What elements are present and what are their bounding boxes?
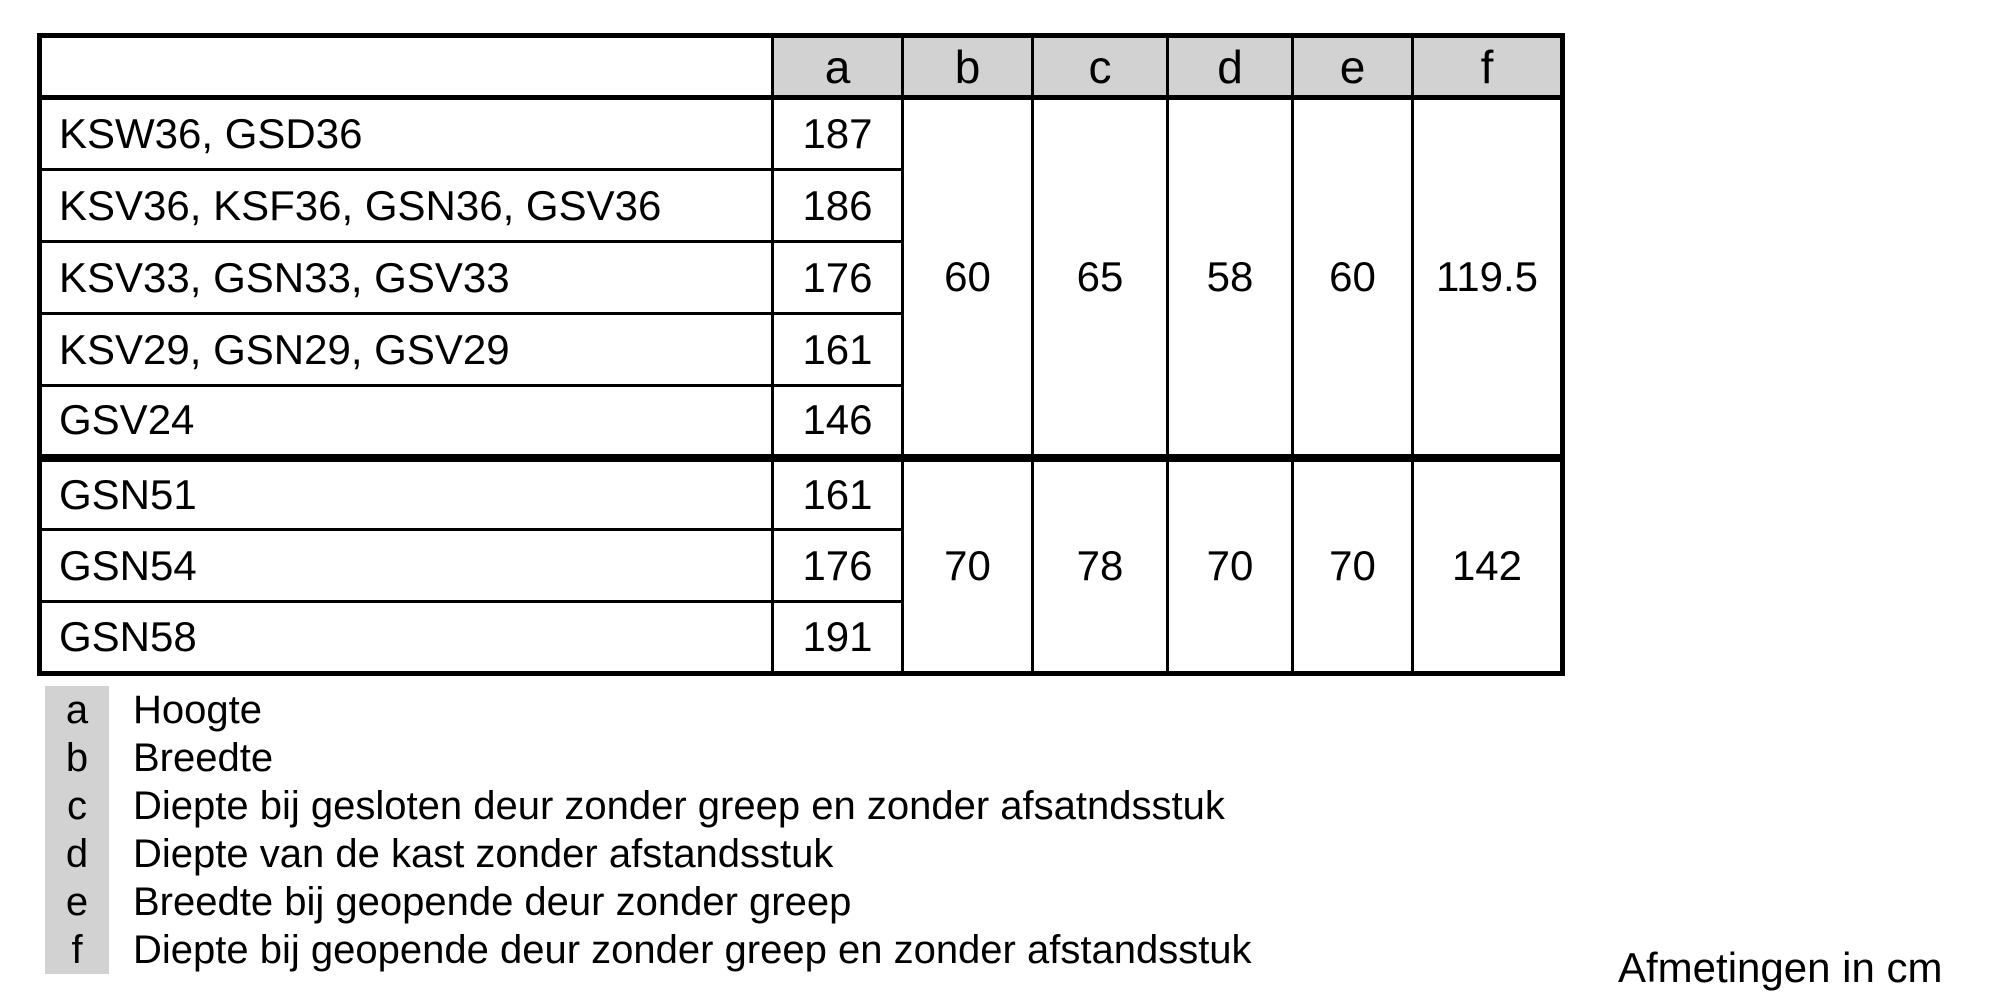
header-cell-f: f — [1413, 36, 1563, 98]
legend-label-a: Hoogte — [133, 687, 262, 732]
value-cell-b: 60 — [903, 98, 1033, 458]
value-cell-d: 70 — [1168, 458, 1293, 674]
legend-item-f — [45, 926, 1252, 974]
value-cell-a: 146 — [773, 386, 903, 458]
legend-item-a — [45, 686, 1252, 734]
value-cell-a: 176 — [773, 530, 903, 602]
header-cell-blank — [40, 36, 773, 98]
value-cell-a: 161 — [773, 458, 903, 530]
legend-key-b: b — [45, 734, 109, 782]
models-cell: KSW36, GSD36 — [40, 98, 773, 170]
model-group-2 — [40, 458, 1563, 674]
legend-label-d: Diepte van de kast zonder afstandsstuk — [133, 831, 834, 876]
legend-item-d — [45, 830, 1252, 878]
header-cell-d: d — [1168, 36, 1293, 98]
value-cell-e: 60 — [1293, 98, 1413, 458]
models-cell: KSV29, GSN29, GSV29 — [40, 314, 773, 386]
legend-label-f: Diepte bij geopende deur zonder greep en zonder afstandsstuk — [133, 927, 1252, 972]
value-cell-b: 70 — [903, 458, 1033, 674]
models-cell: KSV36, KSF36, GSN36, GSV36 — [40, 170, 773, 242]
legend-key-f: f — [45, 926, 109, 974]
header-row — [40, 36, 1563, 98]
model-group-1 — [40, 98, 1563, 458]
legend-key-e: e — [45, 878, 109, 926]
header-cell-c: c — [1033, 36, 1168, 98]
header-cell-b: b — [903, 36, 1033, 98]
header-cell-a: a — [773, 36, 903, 98]
value-cell-f: 142 — [1413, 458, 1563, 674]
header-cell-e: e — [1293, 36, 1413, 98]
models-cell: GSN51 — [40, 458, 773, 530]
legend-key-a: a — [45, 686, 109, 734]
value-cell-a: 187 — [773, 98, 903, 170]
units-note: Afmetingen in cm — [1618, 944, 1943, 991]
table-header — [40, 36, 1563, 98]
models-cell: GSN54 — [40, 530, 773, 602]
models-cell: GSV24 — [40, 386, 773, 458]
value-cell-e: 70 — [1293, 458, 1413, 674]
table-row — [40, 98, 1563, 170]
value-cell-a: 191 — [773, 602, 903, 674]
value-cell-f: 119.5 — [1413, 98, 1563, 458]
value-cell-c: 65 — [1033, 98, 1168, 458]
models-cell: GSN58 — [40, 602, 773, 674]
legend-label-e: Breedte bij geopende deur zonder greep — [133, 879, 852, 924]
legend-label-b: Breedte — [133, 735, 274, 780]
table-row — [40, 458, 1563, 530]
value-cell-a: 176 — [773, 242, 903, 314]
legend-key-d: d — [45, 830, 109, 878]
dimension-legend — [45, 686, 1252, 974]
models-cell: KSV33, GSN33, GSV33 — [40, 242, 773, 314]
value-cell-c: 78 — [1033, 458, 1168, 674]
legend-item-b — [45, 734, 1252, 782]
legend-item-c — [45, 782, 1252, 830]
legend-label-c: Diepte bij gesloten deur zonder greep en zonder afsatndsstuk — [133, 783, 1225, 828]
legend-item-e — [45, 878, 1252, 926]
legend-key-c: c — [45, 782, 109, 830]
value-cell-a: 186 — [773, 170, 903, 242]
dimensions-table — [37, 33, 1565, 676]
value-cell-a: 161 — [773, 314, 903, 386]
value-cell-d: 58 — [1168, 98, 1293, 458]
